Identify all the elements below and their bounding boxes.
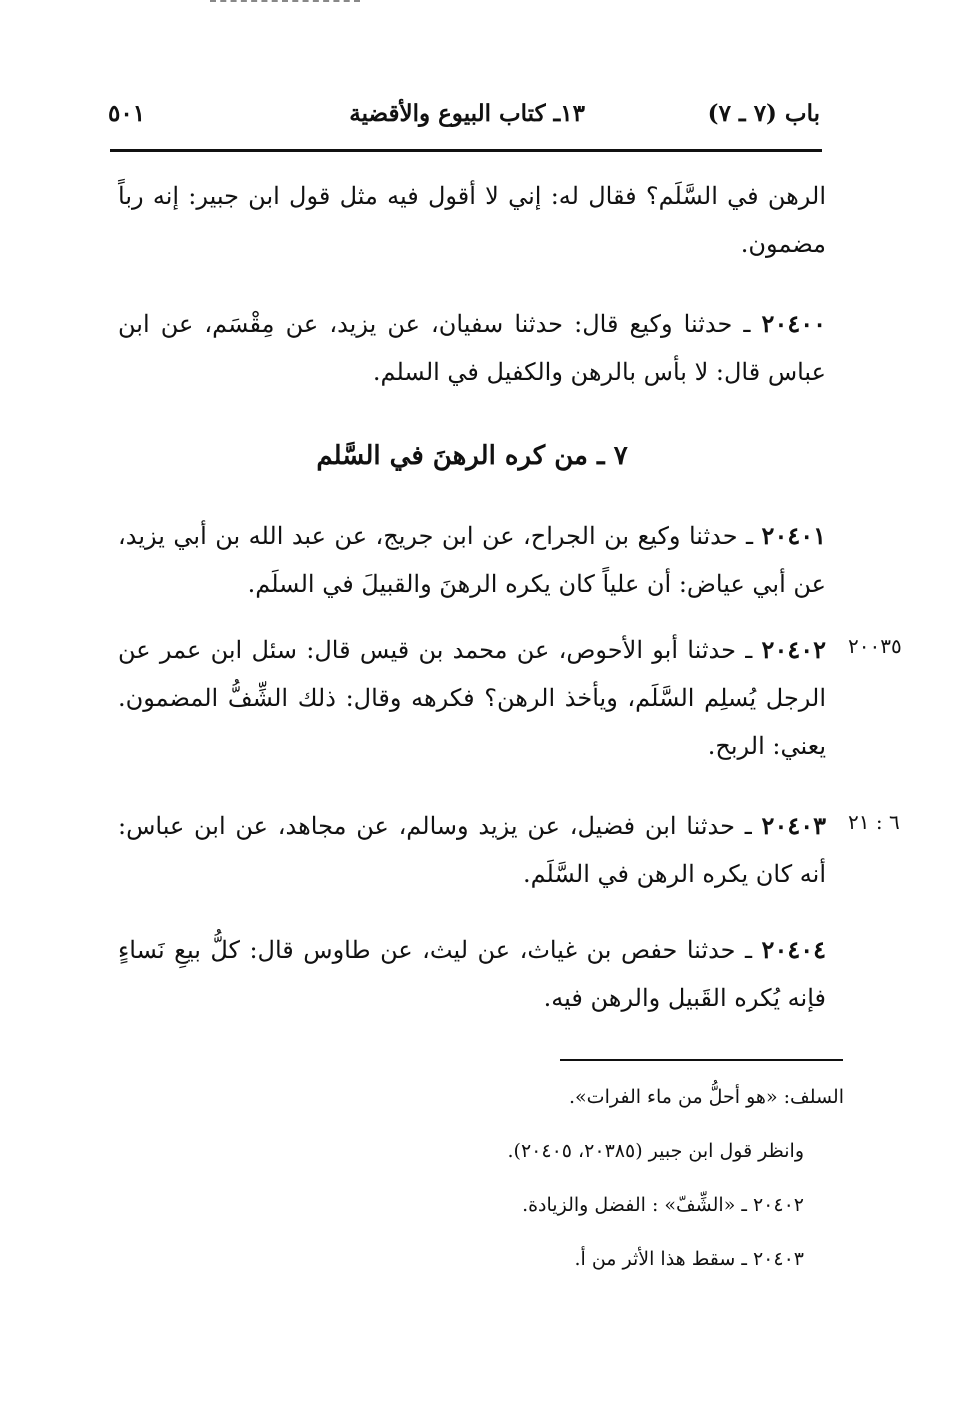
chapter-reference: باب (٧ ـ ٧) xyxy=(707,100,820,127)
book-title: ١٣ـ كتاب البيوع والأقضية xyxy=(349,100,585,127)
section-heading: ٧ ـ من كره الرهنَ في السَّلم xyxy=(316,441,628,471)
hadith-number: ٢٠٤٠٢ xyxy=(761,635,826,664)
paragraph-continuation xyxy=(118,172,826,268)
margin-reference: ٦ : ٢١ xyxy=(848,810,900,834)
footnote: السلف: «هو أحلُّ من ماء الفرات». xyxy=(569,1086,844,1108)
hadith-number: ٢٠٤٠١ xyxy=(761,521,826,550)
page-number: ٥٠١ xyxy=(108,100,146,127)
paragraph-text: الرهن في السَّلَم؟ فقال له: إني لا أقول فيه مثل قول ابن جبير: إنه رباً مضمون. xyxy=(118,182,826,258)
hadith-20403 xyxy=(118,802,826,898)
hadith-text: ـ حدثنا وكيع قال: حدثنا سفيان، عن يزيد، عن مِقْسَم، عن ابن عباس قال: لا بأس بالرهن والكفيل في السلم. xyxy=(118,310,826,386)
hadith-text: ـ حدثنا ابن فضيل، عن يزيد وسالم، عن مجاهد، عن ابن عباس: أنه كان يكره الرهن في السَّلَم. xyxy=(118,812,826,888)
hadith-text: ـ حدثنا وكيع بن الجراح، عن ابن جريج، عن عبد الله بن أبي يزيد، عن أبي عياض: أن علياً كان يكره الرهنَ والقبيلَ في السلَم. xyxy=(118,522,826,598)
footnote: ٢٠٤٠٣ ـ سقط هذا الأثر من أ. xyxy=(574,1248,804,1270)
hadith-number: ٢٠٤٠٠ xyxy=(761,309,826,338)
footnote: ٢٠٤٠٢ ـ «الشِّفّ» : الفضل والزيادة. xyxy=(522,1194,804,1216)
hadith-text: ـ حدثنا أبو الأحوص، عن محمد بن قيس قال: سئل ابن عمر عن الرجل يُسلِم السَّلَم، ويأخذ الرهن؟ فكرهه وقال: ذلك الشِّفُّ المضمون. يعني: الربح. xyxy=(118,636,826,760)
header-rule xyxy=(110,149,822,152)
footnote: وانظر قول ابن جبير (٢٠٣٨٥، ٢٠٤٠٥). xyxy=(507,1140,804,1162)
margin-reference: ٢٠٠٣٥ xyxy=(848,634,902,658)
scan-edge-mark xyxy=(210,0,360,5)
hadith-number: ٢٠٤٠٤ xyxy=(761,935,826,964)
hadith-20400 xyxy=(118,300,826,396)
hadith-20402 xyxy=(118,626,826,770)
hadith-number: ٢٠٤٠٣ xyxy=(761,811,826,840)
hadith-20404 xyxy=(118,926,826,1022)
hadith-20401 xyxy=(118,512,826,608)
hadith-text: ـ حدثنا حفص بن غياث، عن ليث، عن طاوس قال: كلُّ بيعِ نَساءٍ فإنه يُكره القَبيل والرهن فيه. xyxy=(118,936,826,1012)
running-header xyxy=(108,92,820,142)
footnote-separator xyxy=(560,1059,843,1061)
